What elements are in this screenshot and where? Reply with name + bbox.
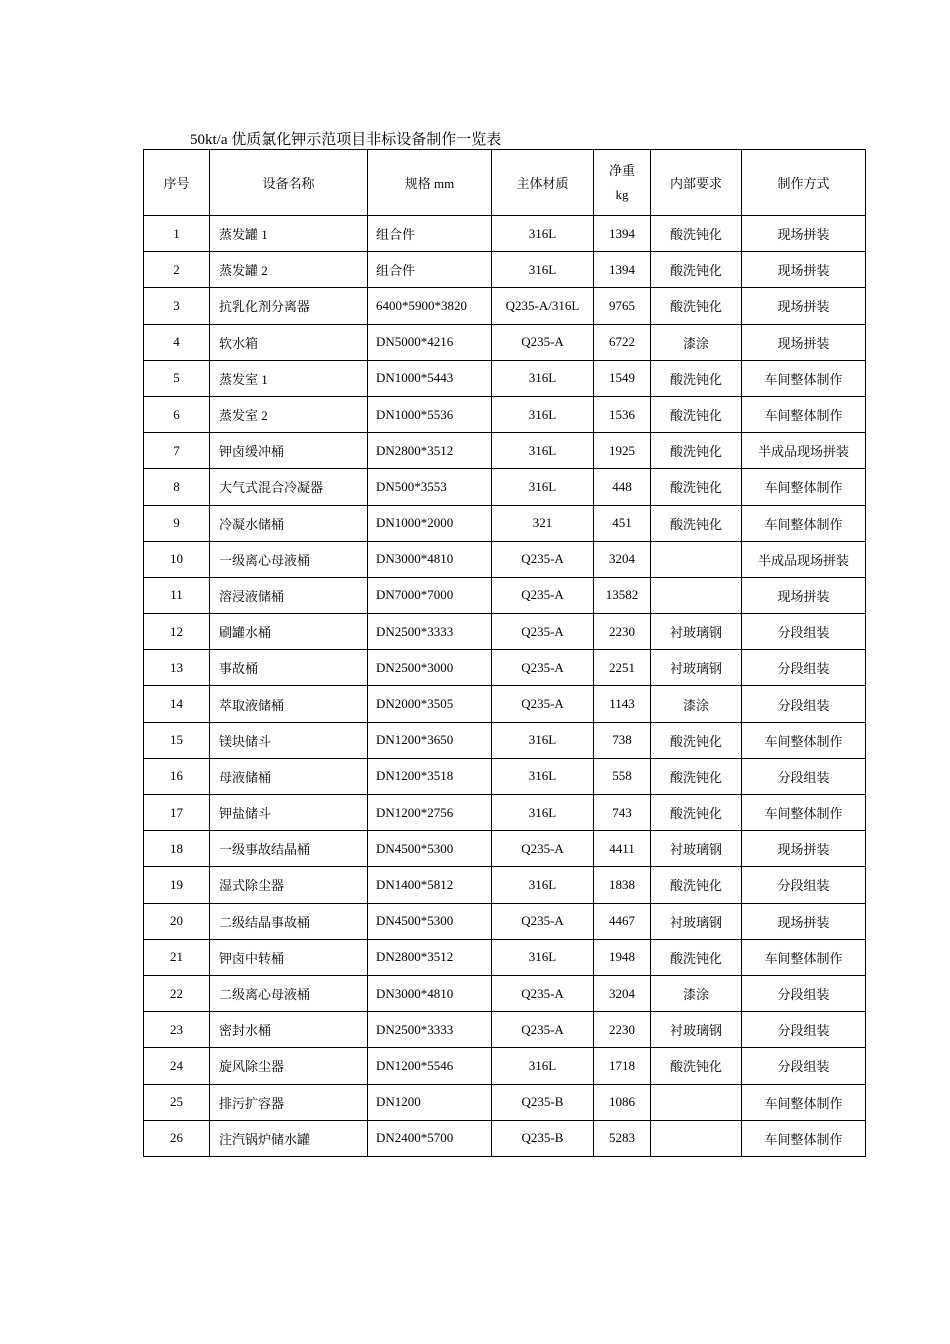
cell-no: 18 [144, 831, 210, 867]
table-row [144, 505, 866, 541]
cell-material: Q235-A [492, 1012, 594, 1048]
cell-method: 分段组装 [742, 686, 866, 722]
cell-weight: 1536 [594, 396, 651, 432]
cell-name: 注汽锅炉储水罐 [210, 1120, 368, 1156]
cell-material: Q235-A [492, 541, 594, 577]
cell-material: Q235-A [492, 650, 594, 686]
cell-name: 抗乳化剂分离器 [210, 288, 368, 324]
cell-no: 14 [144, 686, 210, 722]
table-row [144, 758, 866, 794]
cell-spec: DN5000*4216 [368, 324, 492, 360]
cell-weight: 1143 [594, 686, 651, 722]
table-row [144, 541, 866, 577]
table-row [144, 795, 866, 831]
cell-material: 321 [492, 505, 594, 541]
cell-inner: 酸洗钝化 [651, 867, 742, 903]
cell-no: 16 [144, 758, 210, 794]
table-row [144, 867, 866, 903]
cell-material: Q235-A [492, 577, 594, 613]
cell-material: 316L [492, 469, 594, 505]
cell-method: 分段组装 [742, 1012, 866, 1048]
cell-no: 9 [144, 505, 210, 541]
cell-no: 1 [144, 216, 210, 252]
cell-name: 萃取液储桶 [210, 686, 368, 722]
cell-method: 现场拼装 [742, 831, 866, 867]
cell-spec: DN2500*3333 [368, 614, 492, 650]
cell-method: 车间整体制作 [742, 939, 866, 975]
cell-spec: DN1200*2756 [368, 795, 492, 831]
cell-weight: 1394 [594, 252, 651, 288]
cell-name: 蒸发罐 2 [210, 252, 368, 288]
cell-method: 车间整体制作 [742, 1120, 866, 1156]
cell-material: 316L [492, 795, 594, 831]
cell-weight: 448 [594, 469, 651, 505]
cell-name: 蒸发室 1 [210, 360, 368, 396]
cell-no: 11 [144, 577, 210, 613]
header-weight [594, 150, 651, 216]
cell-material: Q235-B [492, 1084, 594, 1120]
cell-no: 13 [144, 650, 210, 686]
table-row [144, 650, 866, 686]
table-row [144, 1120, 866, 1156]
cell-no: 24 [144, 1048, 210, 1084]
cell-spec: DN1200*3650 [368, 722, 492, 758]
cell-material: 316L [492, 939, 594, 975]
cell-no: 10 [144, 541, 210, 577]
cell-spec: DN2800*3512 [368, 939, 492, 975]
cell-method: 车间整体制作 [742, 396, 866, 432]
cell-inner: 衬玻璃钢 [651, 614, 742, 650]
cell-name: 事故桶 [210, 650, 368, 686]
cell-material: 316L [492, 360, 594, 396]
cell-spec: DN1200*3518 [368, 758, 492, 794]
cell-weight: 1948 [594, 939, 651, 975]
cell-spec: DN1400*5812 [368, 867, 492, 903]
cell-inner: 酸洗钝化 [651, 1048, 742, 1084]
cell-inner: 酸洗钝化 [651, 288, 742, 324]
cell-weight: 1549 [594, 360, 651, 396]
header-weight-line2: kg [615, 186, 629, 202]
cell-spec: DN2800*3512 [368, 433, 492, 469]
cell-weight: 1925 [594, 433, 651, 469]
cell-method: 现场拼装 [742, 577, 866, 613]
cell-weight: 1394 [594, 216, 651, 252]
cell-spec: DN2500*3000 [368, 650, 492, 686]
equipment-table [143, 149, 866, 1157]
table-row [144, 1048, 866, 1084]
cell-material: Q235-A [492, 903, 594, 939]
cell-spec: 6400*5900*3820 [368, 288, 492, 324]
cell-inner: 漆涂 [651, 975, 742, 1011]
cell-inner: 衬玻璃钢 [651, 1012, 742, 1048]
cell-weight: 1838 [594, 867, 651, 903]
cell-method: 现场拼装 [742, 252, 866, 288]
cell-inner: 酸洗钝化 [651, 252, 742, 288]
cell-weight: 6722 [594, 324, 651, 360]
table-row [144, 903, 866, 939]
cell-weight: 13582 [594, 577, 651, 613]
table-row [144, 288, 866, 324]
table-body [144, 216, 866, 1157]
cell-no: 21 [144, 939, 210, 975]
cell-inner: 漆涂 [651, 686, 742, 722]
cell-inner: 酸洗钝化 [651, 216, 742, 252]
cell-inner: 酸洗钝化 [651, 433, 742, 469]
cell-material: 316L [492, 1048, 594, 1084]
cell-weight: 9765 [594, 288, 651, 324]
table-row [144, 831, 866, 867]
cell-name: 钾卤中转桶 [210, 939, 368, 975]
cell-spec: DN3000*4810 [368, 541, 492, 577]
table-row [144, 614, 866, 650]
cell-method: 分段组装 [742, 758, 866, 794]
cell-method: 现场拼装 [742, 903, 866, 939]
table-row [144, 1012, 866, 1048]
cell-material: Q235-A [492, 614, 594, 650]
cell-method: 分段组装 [742, 1048, 866, 1084]
cell-spec: DN1000*5536 [368, 396, 492, 432]
cell-method: 现场拼装 [742, 324, 866, 360]
cell-spec: DN1200 [368, 1084, 492, 1120]
cell-no: 15 [144, 722, 210, 758]
cell-material: Q235-A [492, 686, 594, 722]
cell-spec: DN2000*3505 [368, 686, 492, 722]
cell-spec: DN3000*4810 [368, 975, 492, 1011]
cell-name: 刷罐水桶 [210, 614, 368, 650]
cell-no: 23 [144, 1012, 210, 1048]
cell-spec: 组合件 [368, 252, 492, 288]
cell-material: Q235-B [492, 1120, 594, 1156]
cell-spec: DN4500*5300 [368, 903, 492, 939]
cell-spec: DN4500*5300 [368, 831, 492, 867]
cell-no: 20 [144, 903, 210, 939]
header-spec: 规格 mm [368, 150, 492, 216]
cell-material: 316L [492, 433, 594, 469]
cell-name: 冷凝水储桶 [210, 505, 368, 541]
cell-no: 2 [144, 252, 210, 288]
cell-weight: 738 [594, 722, 651, 758]
cell-name: 镁块储斗 [210, 722, 368, 758]
cell-no: 4 [144, 324, 210, 360]
cell-inner [651, 1084, 742, 1120]
cell-inner: 酸洗钝化 [651, 722, 742, 758]
cell-inner: 漆涂 [651, 324, 742, 360]
cell-no: 12 [144, 614, 210, 650]
cell-material: 316L [492, 722, 594, 758]
cell-name: 蒸发罐 1 [210, 216, 368, 252]
table-row [144, 686, 866, 722]
cell-name: 一级离心母液桶 [210, 541, 368, 577]
cell-method: 半成品现场拼装 [742, 433, 866, 469]
cell-spec: DN500*3553 [368, 469, 492, 505]
cell-weight: 2230 [594, 1012, 651, 1048]
cell-material: 316L [492, 396, 594, 432]
cell-inner [651, 541, 742, 577]
header-material: 主体材质 [492, 150, 594, 216]
cell-inner: 酸洗钝化 [651, 795, 742, 831]
cell-name: 钾盐储斗 [210, 795, 368, 831]
cell-inner: 酸洗钝化 [651, 396, 742, 432]
document-title: 50kt/a 优质氯化钾示范项目非标设备制作一览表 [190, 132, 502, 148]
cell-weight: 1086 [594, 1084, 651, 1120]
cell-method: 车间整体制作 [742, 795, 866, 831]
cell-method: 半成品现场拼装 [742, 541, 866, 577]
cell-inner [651, 577, 742, 613]
cell-material: Q235-A [492, 324, 594, 360]
table-row [144, 722, 866, 758]
cell-no: 3 [144, 288, 210, 324]
cell-weight: 5283 [594, 1120, 651, 1156]
table-row [144, 939, 866, 975]
cell-inner: 衬玻璃钢 [651, 831, 742, 867]
cell-method: 分段组装 [742, 614, 866, 650]
cell-material: 316L [492, 758, 594, 794]
cell-weight: 2251 [594, 650, 651, 686]
cell-no: 17 [144, 795, 210, 831]
cell-method: 车间整体制作 [742, 1084, 866, 1120]
cell-weight: 558 [594, 758, 651, 794]
cell-name: 密封水桶 [210, 1012, 368, 1048]
header-weight-line1: 净重 [608, 162, 635, 178]
cell-no: 8 [144, 469, 210, 505]
cell-inner: 衬玻璃钢 [651, 650, 742, 686]
cell-weight: 3204 [594, 541, 651, 577]
cell-name: 大气式混合冷凝器 [210, 469, 368, 505]
cell-name: 二级离心母液桶 [210, 975, 368, 1011]
cell-name: 母液储桶 [210, 758, 368, 794]
header-method: 制作方式 [742, 150, 866, 216]
table-row [144, 216, 866, 252]
cell-material: Q235-A/316L [492, 288, 594, 324]
cell-name: 一级事故结晶桶 [210, 831, 368, 867]
cell-no: 19 [144, 867, 210, 903]
cell-method: 现场拼装 [742, 216, 866, 252]
table-row [144, 975, 866, 1011]
cell-method: 车间整体制作 [742, 722, 866, 758]
cell-spec: DN2400*5700 [368, 1120, 492, 1156]
cell-name: 软水箱 [210, 324, 368, 360]
cell-method: 现场拼装 [742, 288, 866, 324]
cell-name: 钾卤缓冲桶 [210, 433, 368, 469]
cell-method: 分段组装 [742, 650, 866, 686]
cell-no: 6 [144, 396, 210, 432]
cell-inner: 酸洗钝化 [651, 360, 742, 396]
cell-weight: 3204 [594, 975, 651, 1011]
cell-spec: DN1000*5443 [368, 360, 492, 396]
cell-spec: DN1200*5546 [368, 1048, 492, 1084]
table-row [144, 469, 866, 505]
cell-weight: 743 [594, 795, 651, 831]
table-row [144, 252, 866, 288]
cell-method: 车间整体制作 [742, 469, 866, 505]
cell-inner: 酸洗钝化 [651, 939, 742, 975]
cell-inner: 酸洗钝化 [651, 505, 742, 541]
cell-material: Q235-A [492, 831, 594, 867]
cell-name: 二级结晶事故桶 [210, 903, 368, 939]
table-row [144, 1084, 866, 1120]
cell-material: 316L [492, 252, 594, 288]
cell-spec: 组合件 [368, 216, 492, 252]
cell-spec: DN7000*7000 [368, 577, 492, 613]
cell-name: 湿式除尘器 [210, 867, 368, 903]
cell-method: 车间整体制作 [742, 360, 866, 396]
cell-spec: DN2500*3333 [368, 1012, 492, 1048]
cell-weight: 4411 [594, 831, 651, 867]
cell-name: 蒸发室 2 [210, 396, 368, 432]
table-row [144, 360, 866, 396]
cell-no: 26 [144, 1120, 210, 1156]
cell-method: 分段组装 [742, 867, 866, 903]
cell-no: 5 [144, 360, 210, 396]
cell-inner: 衬玻璃钢 [651, 903, 742, 939]
cell-name: 排污扩容器 [210, 1084, 368, 1120]
cell-material: Q235-A [492, 975, 594, 1011]
cell-inner [651, 1120, 742, 1156]
table-header-row [144, 150, 866, 216]
cell-name: 旋风除尘器 [210, 1048, 368, 1084]
header-inner: 内部要求 [651, 150, 742, 216]
header-name: 设备名称 [210, 150, 368, 216]
cell-weight: 2230 [594, 614, 651, 650]
cell-inner: 酸洗钝化 [651, 469, 742, 505]
cell-method: 车间整体制作 [742, 505, 866, 541]
cell-weight: 1718 [594, 1048, 651, 1084]
cell-weight: 4467 [594, 903, 651, 939]
table-row [144, 577, 866, 613]
cell-no: 7 [144, 433, 210, 469]
table-row [144, 433, 866, 469]
cell-inner: 酸洗钝化 [651, 758, 742, 794]
cell-weight: 451 [594, 505, 651, 541]
cell-name: 溶浸液储桶 [210, 577, 368, 613]
cell-material: 316L [492, 867, 594, 903]
cell-spec: DN1000*2000 [368, 505, 492, 541]
table-row [144, 396, 866, 432]
cell-no: 22 [144, 975, 210, 1011]
header-no: 序号 [144, 150, 210, 216]
cell-method: 分段组装 [742, 975, 866, 1011]
table-row [144, 324, 866, 360]
cell-material: 316L [492, 216, 594, 252]
cell-no: 25 [144, 1084, 210, 1120]
